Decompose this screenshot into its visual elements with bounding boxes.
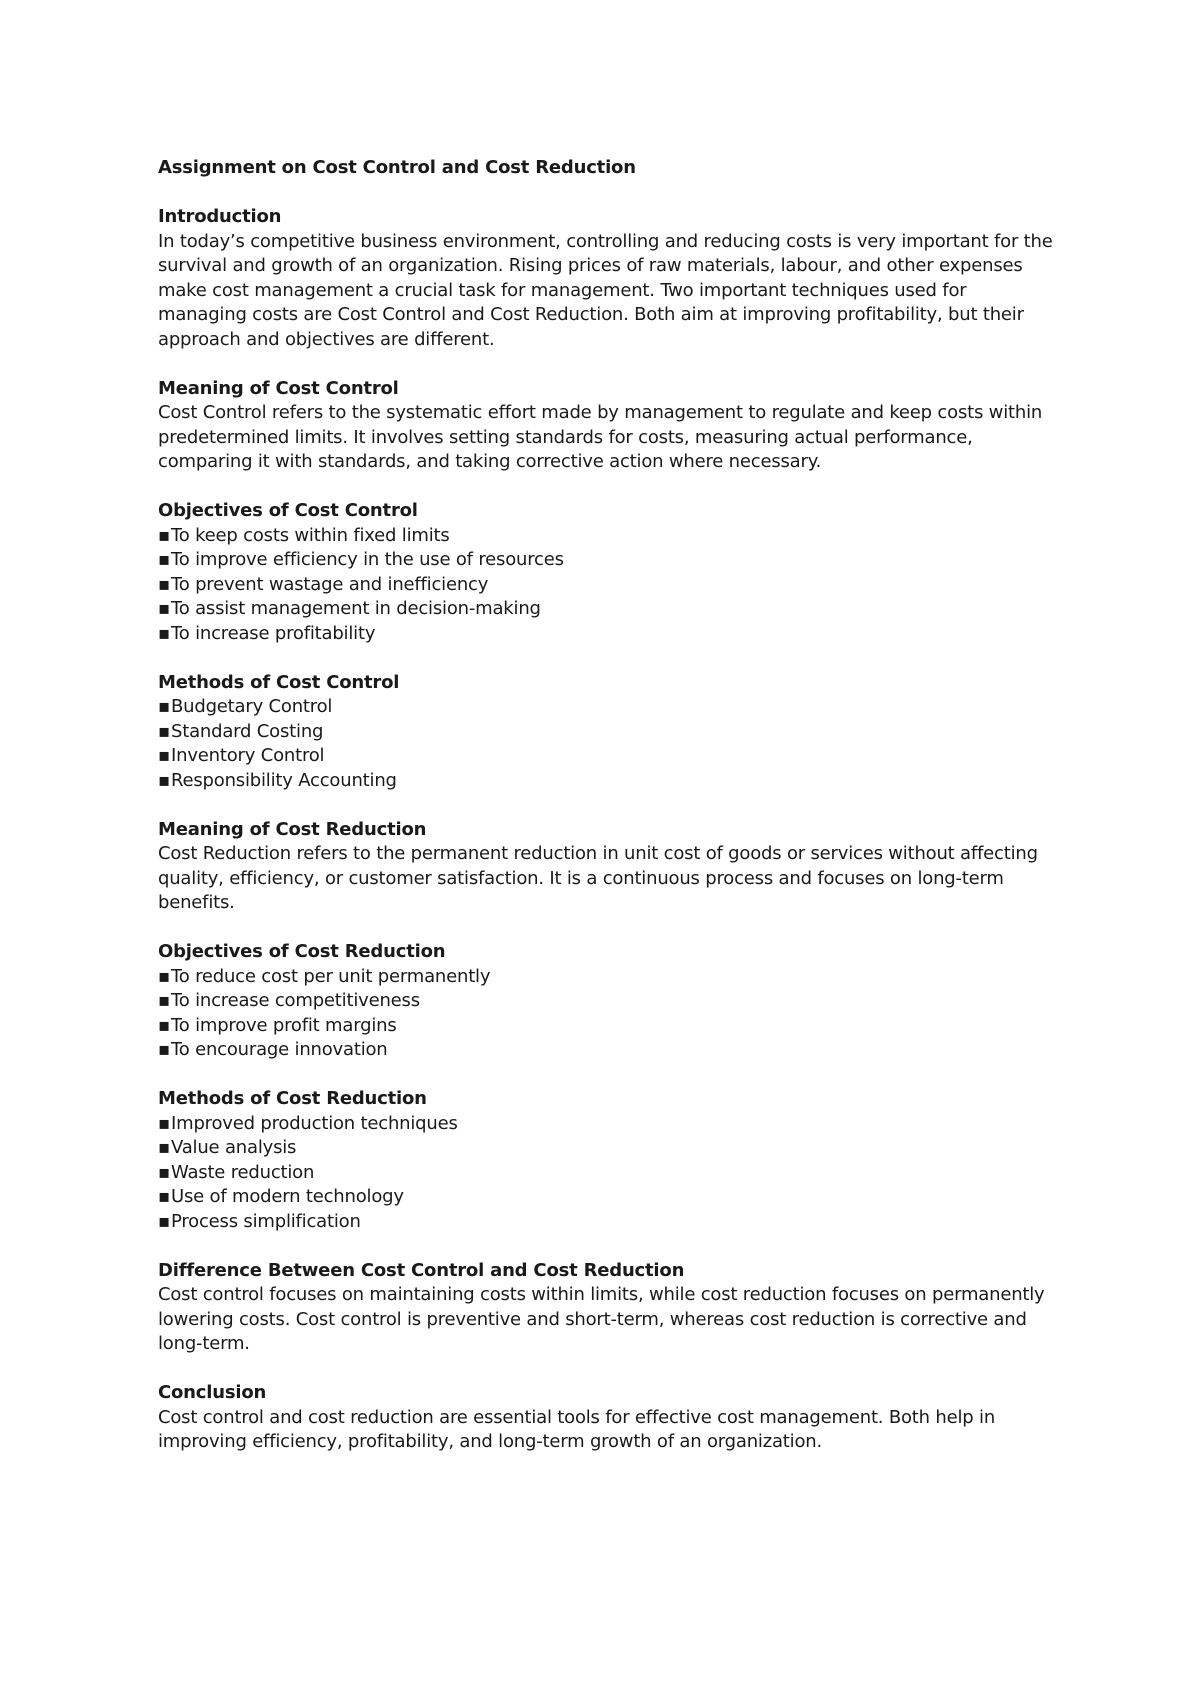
bullet-marker: ▪ xyxy=(158,573,170,595)
bullet-marker: ▪ xyxy=(158,720,170,742)
list-item xyxy=(158,1038,1058,1063)
bullet-marker: ▪ xyxy=(158,1112,170,1134)
section-objectives-of-cost-control xyxy=(158,499,1058,646)
list-item xyxy=(158,622,1058,647)
list-item-text: To improve profit margins xyxy=(171,1014,397,1036)
section-heading: Methods of Cost Reduction xyxy=(158,1088,427,1109)
section-difference-between-cost-control-and-cost-reduction xyxy=(158,1259,1058,1357)
list-item xyxy=(158,1136,1058,1161)
bullet-marker: ▪ xyxy=(158,769,170,791)
list-item xyxy=(158,989,1058,1014)
list-item xyxy=(158,573,1058,598)
section-paragraph: Cost Reduction refers to the permanent reduction in unit cost of goods or services without affecting quality, efficiency, or customer satisfaction. It is a continuous process and focuses on long-term benefits. xyxy=(158,843,1038,913)
list-item xyxy=(158,1161,1058,1186)
list-item xyxy=(158,1185,1058,1210)
section-paragraph: Cost control and cost reduction are essential tools for effective cost management. Both help in improving efficiency, profitability, and long-term growth of an organization. xyxy=(158,1406,996,1452)
list-item xyxy=(158,524,1058,549)
document-title: Assignment on Cost Control and Cost Reduction xyxy=(158,157,636,178)
list-item-text: To increase profitability xyxy=(171,622,376,644)
section-introduction xyxy=(158,205,1058,352)
list-item xyxy=(158,965,1058,990)
section-objectives-of-cost-reduction xyxy=(158,940,1058,1063)
bullet-list xyxy=(158,965,1058,1063)
list-item xyxy=(158,548,1058,573)
section-methods-of-cost-reduction xyxy=(158,1087,1058,1234)
bullet-list xyxy=(158,1112,1058,1235)
list-item-text: Value analysis xyxy=(171,1137,297,1158)
list-item-text: To assist management in decision-making xyxy=(171,598,541,619)
bullet-marker: ▪ xyxy=(158,524,170,546)
list-item-text: Inventory Control xyxy=(171,745,325,766)
bullet-marker: ▪ xyxy=(158,598,170,619)
list-item xyxy=(158,1112,1058,1137)
list-item-text: To encourage innovation xyxy=(171,1039,388,1060)
bullet-marker: ▪ xyxy=(158,1039,170,1060)
list-item-text: Standard Costing xyxy=(171,720,324,742)
list-item-text: Improved production techniques xyxy=(171,1112,458,1134)
list-item-text: To keep costs within fixed limits xyxy=(171,524,450,546)
list-item xyxy=(158,597,1058,622)
section-conclusion xyxy=(158,1381,1058,1455)
list-item xyxy=(158,720,1058,745)
bullet-marker: ▪ xyxy=(158,1161,170,1183)
list-item-text: Process simplification xyxy=(171,1210,361,1232)
bullet-marker: ▪ xyxy=(158,549,170,570)
section-heading: Introduction xyxy=(158,206,282,227)
section-heading: Meaning of Cost Reduction xyxy=(158,818,427,840)
list-item xyxy=(158,1210,1058,1235)
list-item-text: Budgetary Control xyxy=(171,696,333,717)
list-item xyxy=(158,769,1058,794)
list-item-text: To reduce cost per unit permanently xyxy=(171,965,491,987)
bullet-marker: ▪ xyxy=(158,745,170,766)
section-heading: Conclusion xyxy=(158,1382,267,1403)
section-heading: Meaning of Cost Control xyxy=(158,377,399,399)
section-methods-of-cost-control xyxy=(158,671,1058,794)
bullet-marker: ▪ xyxy=(158,1014,170,1036)
section-paragraph: Cost control focuses on maintaining costs within limits, while cost reduction focuses on permanently lowering costs. Cost control is preventive and short-term, whereas cost reduction is corrective and long-term. xyxy=(158,1284,1045,1354)
list-item xyxy=(158,1014,1058,1039)
bullet-marker: ▪ xyxy=(158,1210,170,1232)
list-item-text: Use of modern technology xyxy=(171,1186,404,1207)
bullet-marker: ▪ xyxy=(158,1137,170,1158)
bullet-marker: ▪ xyxy=(158,622,170,644)
bullet-marker: ▪ xyxy=(158,990,170,1011)
list-item-text: To increase competitiveness xyxy=(171,990,420,1011)
document-page xyxy=(158,156,1058,1455)
section-meaning-of-cost-control xyxy=(158,377,1058,475)
section-paragraph: In today’s competitive business environment, controlling and reducing costs is very important for the survival and growth of an organization. Rising prices of raw materials, labour, and other expenses make cost management a crucial task for management. Two important techniques used for managing costs are Cost Control and Cost Reduction. Both aim at improving profitability, but their approach and objectives are different. xyxy=(158,230,1053,350)
list-item-text: To prevent wastage and inefficiency xyxy=(171,573,489,595)
list-item-text: Responsibility Accounting xyxy=(171,769,397,791)
bullet-list xyxy=(158,695,1058,793)
list-item-text: Waste reduction xyxy=(171,1161,315,1183)
list-item xyxy=(158,744,1058,769)
list-item xyxy=(158,695,1058,720)
bullet-list xyxy=(158,524,1058,647)
section-heading: Objectives of Cost Control xyxy=(158,500,418,521)
section-meaning-of-cost-reduction xyxy=(158,818,1058,916)
bullet-marker: ▪ xyxy=(158,965,170,987)
section-heading: Difference Between Cost Control and Cost Reduction xyxy=(158,1259,685,1281)
section-paragraph: Cost Control refers to the systematic effort made by management to regulate and keep costs within predetermined limits. It involves setting standards for costs, measuring actual performance, comparing it with standards, and taking corrective action where necessary. xyxy=(158,402,1043,472)
bullet-marker: ▪ xyxy=(158,696,170,717)
document-body xyxy=(158,205,1058,1455)
section-heading: Methods of Cost Control xyxy=(158,671,400,693)
section-heading: Objectives of Cost Reduction xyxy=(158,941,446,962)
list-item-text: To improve efficiency in the use of resources xyxy=(171,549,564,570)
bullet-marker: ▪ xyxy=(158,1186,170,1207)
